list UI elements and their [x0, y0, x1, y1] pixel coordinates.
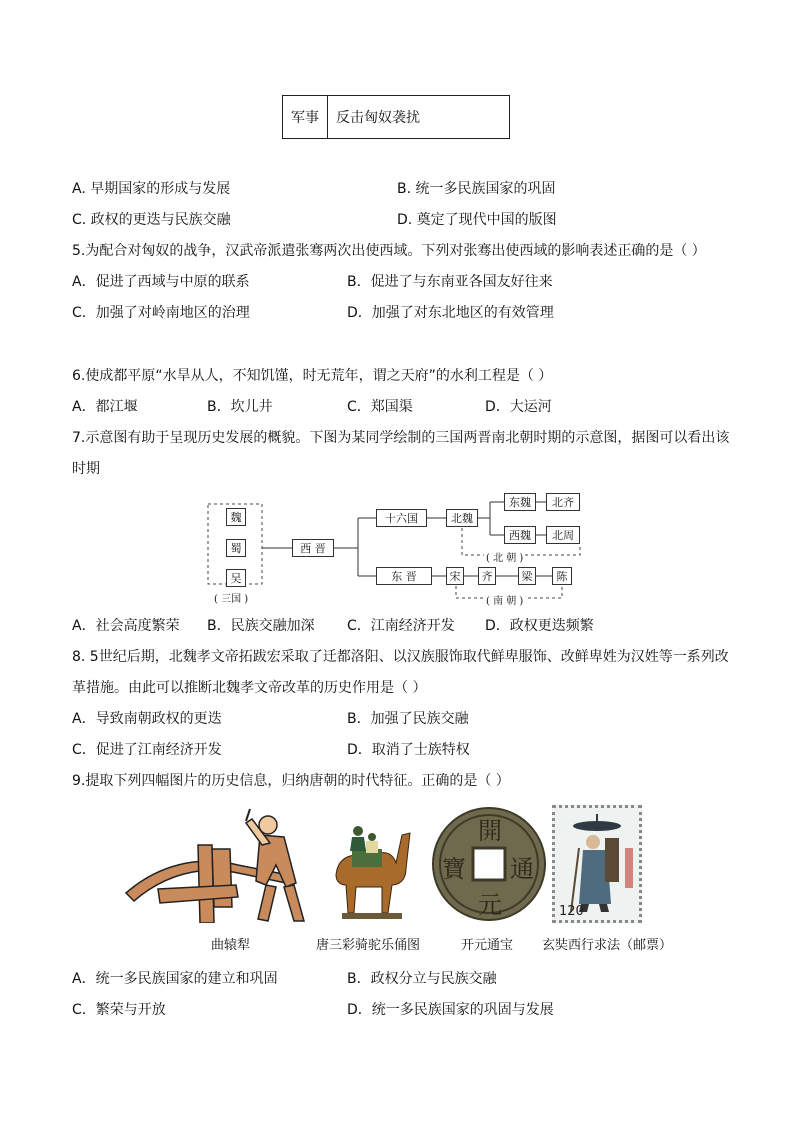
q4-option-a[interactable]: A. 早期国家的形成与发展 — [72, 181, 231, 197]
node-beiwei: 北魏 — [446, 509, 478, 527]
stamp-value: 120 — [559, 904, 584, 919]
node-liang: 梁 — [518, 567, 536, 585]
label-nanchao: ( 南 朝 ) — [484, 592, 525, 607]
xuanzang-stamp-image — [552, 805, 642, 923]
caption-coin: 开元通宝 — [461, 938, 514, 953]
q7-option-a[interactable]: A．社会高度繁荣 — [72, 618, 180, 634]
node-beizhou: 北周 — [546, 526, 580, 544]
table-cell-content: 反击匈奴袭扰 — [336, 110, 420, 126]
node-xiwei: 西魏 — [504, 526, 536, 544]
q9-option-a[interactable]: A．统一多民族国家的建立和巩固 — [72, 971, 278, 987]
q8-option-d[interactable]: D．取消了士族特权 — [347, 742, 470, 758]
table-cell-category: 军事 — [283, 96, 328, 138]
q7-option-c[interactable]: C．江南经济开发 — [347, 618, 455, 634]
plough-image — [118, 805, 316, 923]
node-xijin: 西 晋 — [292, 539, 334, 557]
caption-camel: 唐三彩骑驼乐俑图 — [316, 938, 421, 953]
q6-option-b[interactable]: B．坎儿井 — [207, 399, 273, 415]
caption-plough: 曲辕犁 — [211, 938, 251, 953]
q6-stem: 6.使成都平原“水旱从人，不知饥馑，时无荒年，谓之天府”的水利工程是（ ） — [72, 368, 553, 384]
q8-option-c[interactable]: C．促进了江南经济开发 — [72, 742, 222, 758]
q8-stem-line2: 革措施。由此可以推断北魏孝文帝改革的历史作用是（ ） — [72, 680, 427, 696]
q7-stem-line2: 时期 — [72, 461, 100, 477]
q9-option-d[interactable]: D．统一多民族国家的巩固与发展 — [347, 1002, 554, 1018]
q7-option-d[interactable]: D．政权更迭频繁 — [485, 618, 594, 634]
q9-option-c[interactable]: C．繁荣与开放 — [72, 1002, 166, 1018]
coin-char-right: 通 — [510, 855, 534, 883]
q4-option-c[interactable]: C. 政权的更迭与民族交融 — [72, 212, 231, 228]
node-shiliuguo: 十六国 — [376, 509, 427, 527]
node-wu: 吴 — [226, 569, 246, 587]
label-sanguo: ( 三国 ) — [214, 594, 249, 605]
caption-stamp: 玄奘西行求法（邮票） — [542, 938, 673, 953]
q6-option-a[interactable]: A．都江堰 — [72, 399, 138, 415]
q9-option-b[interactable]: B．政权分立与民族交融 — [347, 971, 497, 987]
label-beichao: ( 北 朝 ) — [484, 549, 525, 564]
info-table — [282, 95, 510, 139]
q9-stem: 9.提取下列四幅图片的历史信息，归纳唐朝的时代特征。正确的是（ ） — [72, 773, 510, 789]
q6-option-d[interactable]: D．大运河 — [485, 399, 552, 415]
q6-option-c[interactable]: C．郑国渠 — [347, 399, 413, 415]
kaiyuan-coin-image — [430, 805, 548, 923]
q4-option-d[interactable]: D. 奠定了现代中国的版图 — [397, 212, 557, 228]
q8-option-a[interactable]: A．导致南朝政权的更迭 — [72, 711, 222, 727]
coin-char-left: 寶 — [442, 855, 466, 883]
coin-char-top: 開 — [478, 817, 502, 845]
q7-stem-line1: 7.示意图有助于呈现历史发展的概貌。下图为某同学绘制的三国两晋南北朝时期的示意图，据图可以看出该 — [72, 430, 730, 446]
coin-char-bottom: 元 — [478, 891, 502, 919]
node-dongwei: 东魏 — [504, 493, 536, 511]
q5-option-c[interactable]: C．加强了对岭南地区的治理 — [72, 305, 250, 321]
node-song: 宋 — [446, 567, 464, 585]
q8-stem-line1: 8. 5世纪后期，北魏孝文帝拓跋宏采取了迁都洛阳、以汉族服饰取代鲜卑服饰、改鲜卑姓为汉姓等一系列改 — [72, 649, 729, 665]
node-dongjin: 东 晋 — [376, 567, 432, 585]
q8-option-b[interactable]: B．加强了民族交融 — [347, 711, 469, 727]
node-shu: 蜀 — [226, 539, 246, 557]
tricolor-camel-image — [326, 815, 412, 923]
q5-option-b[interactable]: B．促进了与东南亚各国友好往来 — [347, 274, 553, 290]
dynasty-diagram — [200, 496, 590, 610]
q7-option-b[interactable]: B．民族交融加深 — [207, 618, 315, 634]
node-beiqi: 北齐 — [546, 493, 580, 511]
node-chen: 陈 — [552, 567, 572, 585]
q5-option-d[interactable]: D．加强了对东北地区的有效管理 — [347, 305, 554, 321]
node-qi: 齐 — [478, 567, 496, 585]
q5-option-a[interactable]: A．促进了西域与中原的联系 — [72, 274, 250, 290]
q5-stem: 5.为配合对匈奴的战争，汉武帝派遣张骞两次出使西域。下列对张骞出使西域的影响表述正确的是（ ） — [72, 243, 706, 259]
node-wei: 魏 — [226, 508, 246, 526]
q4-option-b[interactable]: B. 统一多民族国家的巩固 — [397, 181, 556, 197]
